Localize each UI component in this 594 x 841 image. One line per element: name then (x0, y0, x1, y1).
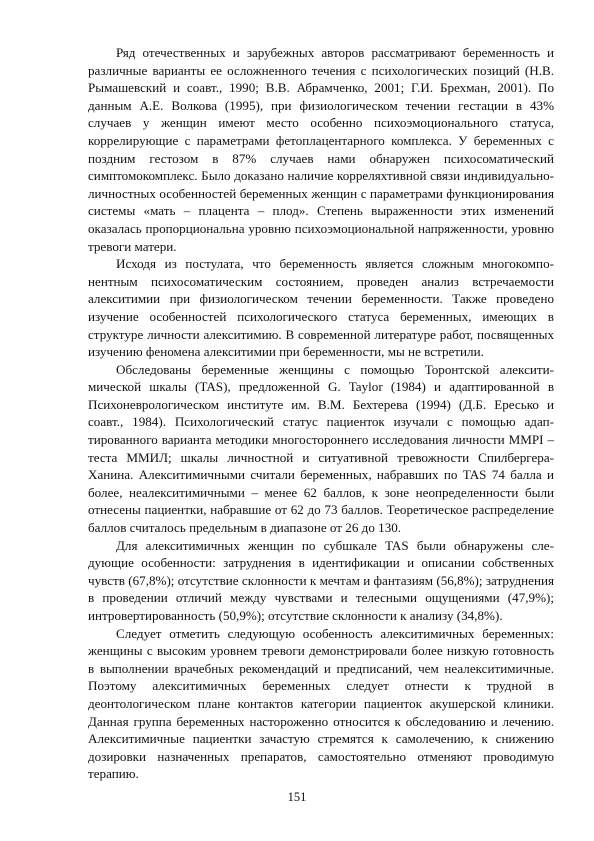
paragraph-5: Следует отметить следующую особенность алекситимичных беременных: женщины с высоким уровнем тревоги демонстрировали более низкую готовность в выполнении врачебных рекомендаций и предписаний, чем неалекситимичные. Поэтому алекситимичных беременных следует отнести к трудной в деонтологическом плане контактов категории пациенток акушерской клиники. Данная группа беременных настороженно относится к обследованию и лечению. Алекситимичные пациентки зачастую стремятся к самолечению, к снижению дозировки назначенных препаратов, самостоятельно отменяют проводимую терапию. (88, 625, 554, 782)
paragraph-1: Ряд отечественных и зарубежных авторов рассматривают беременность и различные варианты ее осложненного течения с психологических позиций (Н.В. Рымашевский и соавт., 1990; В.В. Абрамченко, 2001; Г.И. Брехман, 2001). По данным А.Е. Волкова (1995), при физиологическом течении гестации в 43% случаев у женщин имеют место особенно психоэмоционального статуса, коррелирующие с параметрами фетоплацентарного комплекса. У беременных с поздним гестозом в 87% случаев нами обнаружен психосоматический симптомокомплекс. Было доказано наличие корреляхтивной связи индивидуально-личностных особенностей беременных женщин с параметрами функционирования системы «мать – плацента – плод». Степень выраженности этих изменений оказалась пропорциональна уровню психоэмоциональной напряженности, уровню тревоги матери. (88, 45, 554, 254)
paragraph-3: Обследованы беременные женщины с помощью Торонтской алекситимической шкалы (TAS), предложенной G. Taylor (1984) и адаптированной в Психоневрологическом институте им. В.М. Бехтерева (1994) (Д.Б. Ересько и соавт., 1984). Психологический статус пациенток изучали с помощью адаптированного варианта методики многостороннего исследования личности MMPI – теста ММИЛ; шкалы личностной и ситуативной тревожности Спилбергера-Ханина. Алекситимичными считали беременных, набравших по TAS 74 балла и более, неалекситимичными – менее 62 баллов, к зоне неопределенности были отнесены пациентки, набравшие от 62 до 73 баллов. Теоретическое распределение баллов считалось предельным в диапазоне от 26 до 130. (88, 361, 554, 536)
page-number: 151 (287, 790, 307, 804)
page-body (88, 44, 554, 783)
paragraph-2: Исходя из постулата, что беременность является сложным многокомпонентным психосоматическим состоянием, проведен анализ встречаемости алекситимии при физиологическом течении беременности. Также проведено изучение особенностей психологического статуса беременных, имеющих в структуре личности алекситимию. В современной литературе работ, посвященных изучению феномена алекситимии при беременности, мы не встретили. (88, 256, 554, 360)
paragraph-4: Для алекситимичных женщин по субшкале TAS были обнаружены следующие особенности: затруднения в идентификации и описании собственных чувств (67,8%); отсутствие склонности к мечтам и фантазиям (56,8%); затруднения в проведении отличий между чувствами и телесными ощущениями (47,9%); интровертированность (50,9%); отсутствие склонности к анализу (34,8%). (88, 537, 554, 623)
